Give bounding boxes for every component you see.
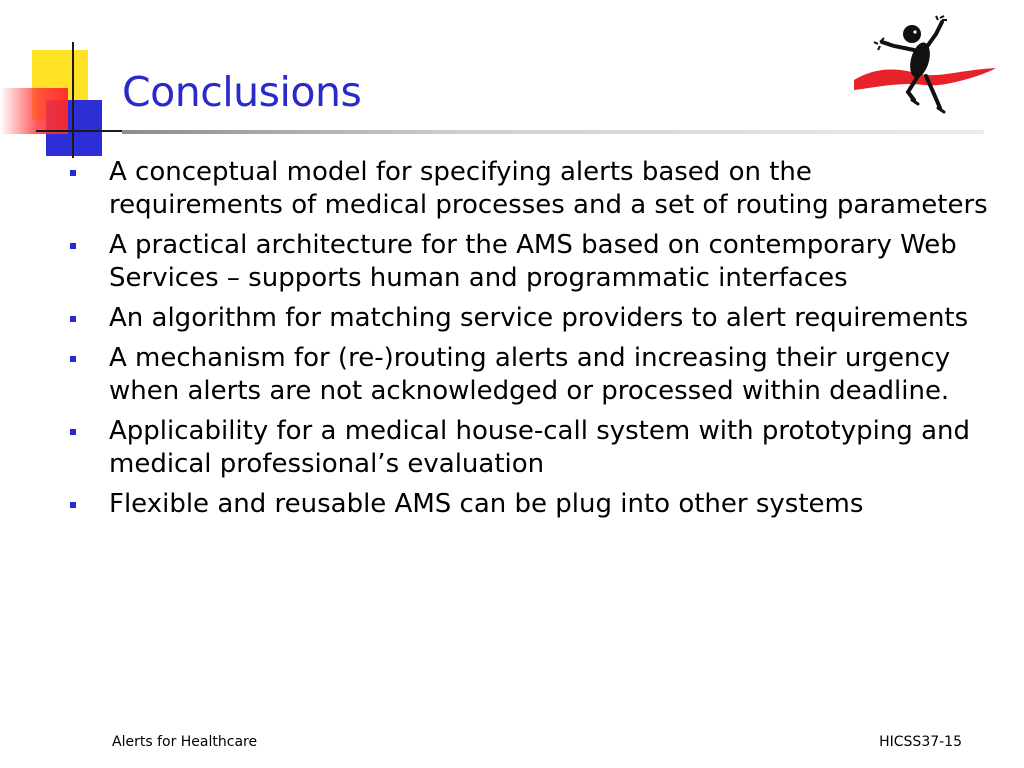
bullet-list — [70, 156, 990, 528]
list-item: Flexible and reusable AMS can be plug into other systems — [70, 488, 990, 521]
bullet-marker-icon — [70, 316, 76, 322]
bullet-marker-icon — [70, 429, 76, 435]
list-item: Applicability for a medical house-call system with prototyping and medical professional’s evaluation — [70, 415, 990, 481]
bullet-marker-icon — [70, 170, 76, 176]
slide-title: Conclusions — [122, 68, 362, 116]
bullet-marker-icon — [70, 243, 76, 249]
footer-slide-number: HICSS37-15 — [879, 734, 962, 750]
decor-red-bar — [0, 88, 68, 134]
bullet-marker-icon — [70, 502, 76, 508]
decor-horizontal-line — [36, 130, 122, 132]
finish-line-runner-icon — [850, 12, 1000, 118]
title-underline — [122, 130, 984, 134]
list-item: A conceptual model for specifying alerts based on the requirements of medical processes and a set of routing parameters — [70, 156, 990, 222]
decor-vertical-line — [72, 42, 74, 158]
footer-title: Alerts for Healthcare — [112, 734, 258, 750]
list-item: A practical architecture for the AMS based on contemporary Web Services – supports human and programmatic interfaces — [70, 229, 990, 295]
list-item: A mechanism for (re-)routing alerts and increasing their urgency when alerts are not acknowledged or processed within deadline. — [70, 342, 990, 408]
bullet-marker-icon — [70, 356, 76, 362]
list-item: An algorithm for matching service providers to alert requirements — [70, 302, 990, 335]
